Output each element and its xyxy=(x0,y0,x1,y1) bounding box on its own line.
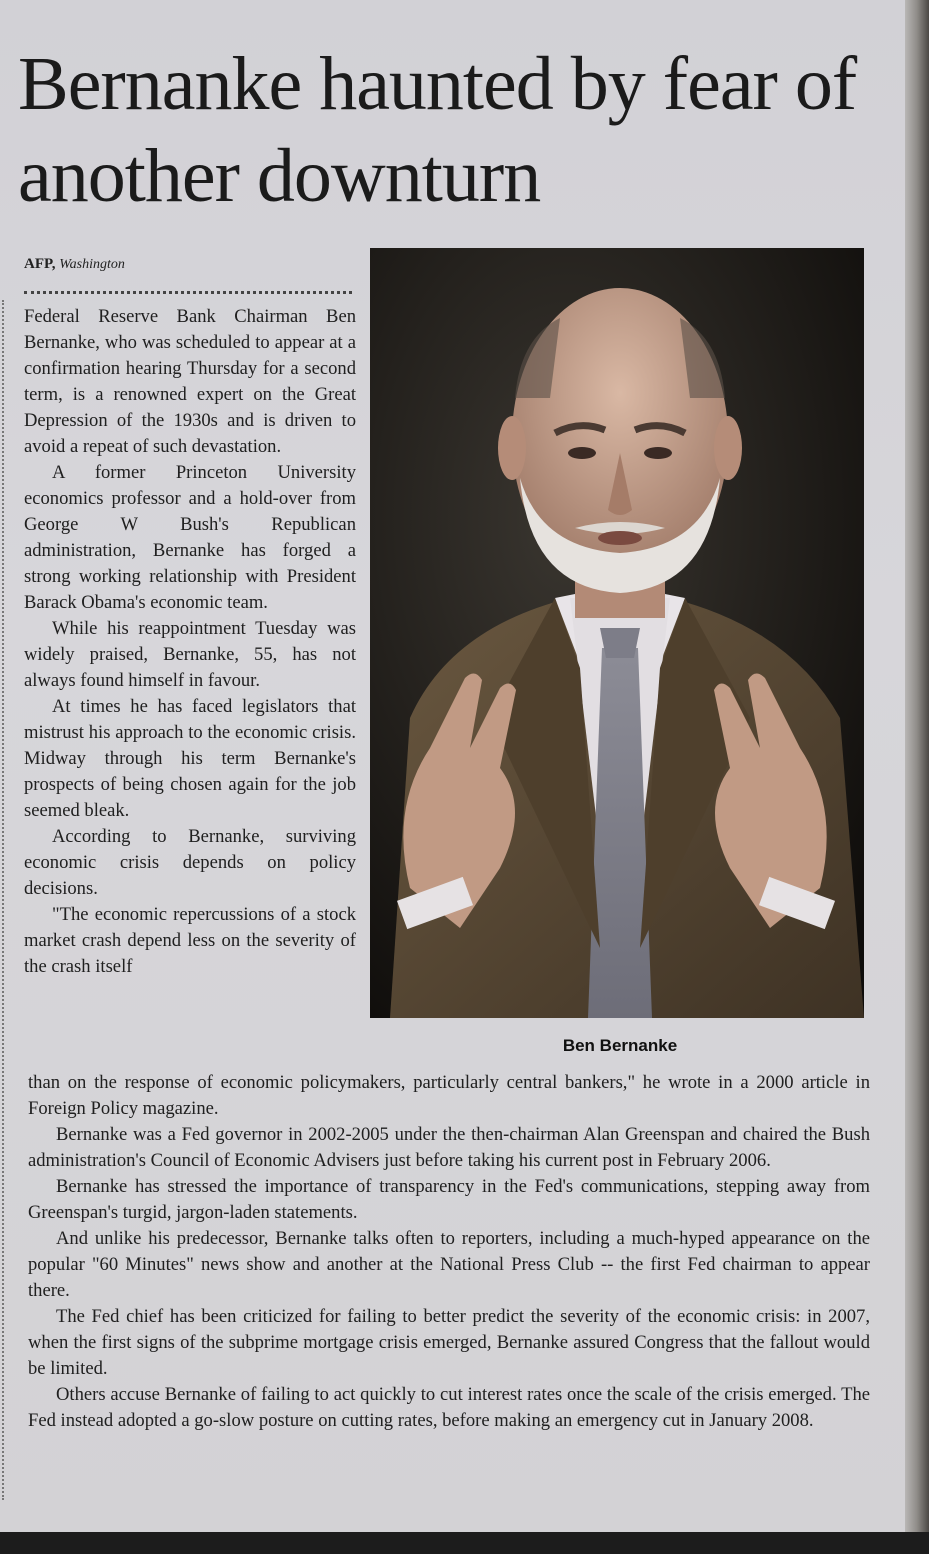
page-fold-edge xyxy=(905,0,929,1554)
paragraph: While his reappointment Tuesday was widely praised, Bernanke, 55, has not always found himself in favour. xyxy=(24,618,356,691)
paragraph: Bernanke has stressed the importance of transparency in the Fed's communications, stepping away from Greenspan's turgid, jargon-laden statements. xyxy=(28,1176,870,1223)
paragraph: A former Princeton University economics professor and a hold-over from George W Bush's Republican administration, Bernanke has forged a strong working relationship with President Barack Obama's economic team. xyxy=(24,462,356,613)
paragraph: At times he has faced legislators that mistrust his approach to the economic crisis. Midway through his term Bernanke's prospects of being chosen again for the job seemed bleak. xyxy=(24,696,356,821)
portrait-photo xyxy=(370,248,864,1018)
paragraph: According to Bernanke, surviving economic crisis depends on policy decisions. xyxy=(24,826,356,899)
portrait-illustration xyxy=(370,248,864,1018)
bottom-shadow xyxy=(0,1532,929,1554)
dotted-rule xyxy=(24,291,352,294)
dateline-agency: AFP, xyxy=(24,256,56,272)
article-column xyxy=(24,304,356,980)
article-wide-text xyxy=(28,1070,870,1434)
paragraph: Others accuse Bernanke of failing to act quickly to cut interest rates once the scale of the crisis emerged. The Fed instead adopted a go-slow posture on cutting rates, before making an emergency cut in January 2008. xyxy=(28,1384,870,1431)
paragraph: The Fed chief has been criticized for failing to better predict the severity of the economic crisis: in 2007, when the first signs of the subprime mortgage crisis emerged, Bernanke assured Congress that the fallout would be limited. xyxy=(28,1306,870,1379)
column-dotted-border xyxy=(2,300,4,1500)
paragraph: Bernanke was a Fed governor in 2002-2005 under the then-chairman Alan Greenspan and chaired the Bush administration's Council of Economic Advisers just before taking his current post in February 2006. xyxy=(28,1124,870,1171)
paragraph: "The economic repercussions of a stock market crash depend less on the severity of the crash itself xyxy=(24,904,356,977)
paragraph: And unlike his predecessor, Bernanke talks often to reporters, including a much-hyped appearance on the popular "60 Minutes" news show and another at the National Press Club -- the first Fed chairman to appear there. xyxy=(28,1228,870,1301)
paragraph: than on the response of economic policymakers, particularly central bankers," he wrote in a 2000 article in Foreign Policy magazine. xyxy=(28,1072,870,1119)
article-headline: Bernanke haunted by fear of another downturn xyxy=(18,42,857,218)
photo-caption: Ben Bernanke xyxy=(562,1036,678,1055)
paragraph: Federal Reserve Bank Chairman Ben Bernanke, who was scheduled to appear at a confirmation hearing Thursday for a second term, is a renowned expert on the Great Depression of the 1930s and is driven to avoid a repeat of such devastation. xyxy=(24,306,356,457)
dateline xyxy=(24,256,125,273)
dateline-city: Washington xyxy=(59,257,125,272)
